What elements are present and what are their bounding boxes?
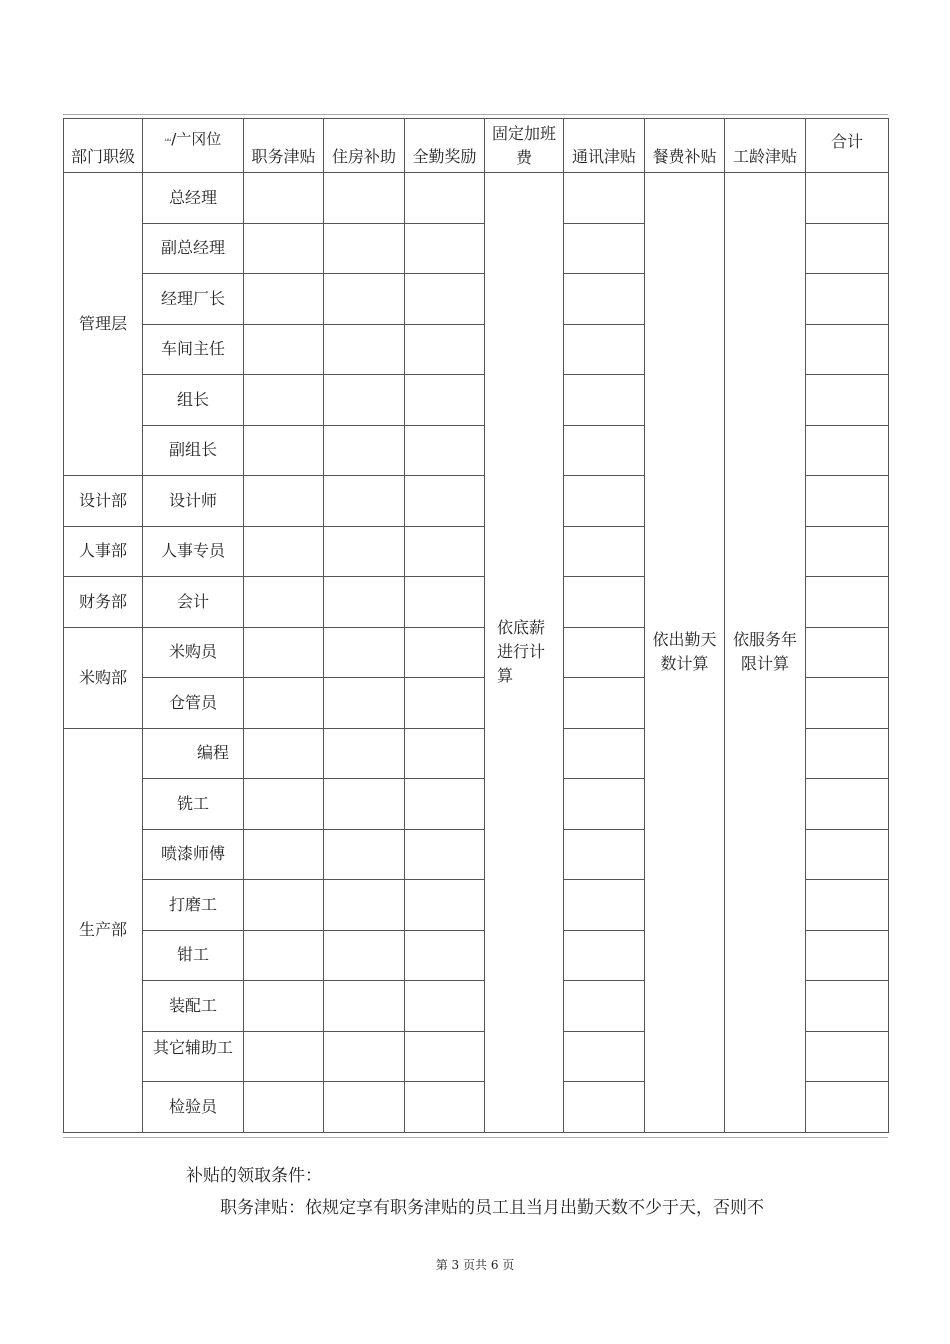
cell-duty bbox=[244, 728, 324, 779]
cell-total bbox=[806, 930, 889, 981]
post-cell: 组长 bbox=[143, 375, 244, 426]
meal-merged-note bbox=[645, 173, 725, 1133]
header-dept-level: 部门职级 bbox=[64, 119, 143, 173]
header-seniority-allowance: 工龄津贴 bbox=[725, 119, 806, 173]
cell-duty bbox=[244, 678, 324, 729]
cell-attendance bbox=[405, 627, 485, 678]
header-overtime-line2: 费 bbox=[515, 147, 532, 167]
cell-duty bbox=[244, 425, 324, 476]
post-cell: 人事专员 bbox=[143, 526, 244, 577]
post-cell: 设计师 bbox=[143, 476, 244, 527]
cell-total bbox=[806, 223, 889, 274]
cell-housing bbox=[324, 930, 405, 981]
cell-housing bbox=[324, 223, 405, 274]
cell-housing bbox=[324, 375, 405, 426]
cell-comm bbox=[564, 779, 645, 830]
cell-duty bbox=[244, 526, 324, 577]
cell-comm bbox=[564, 425, 645, 476]
cell-duty bbox=[244, 880, 324, 931]
header-overtime-line1: 固定加班 bbox=[491, 123, 556, 143]
cell-attendance bbox=[405, 375, 485, 426]
cell-duty bbox=[244, 375, 324, 426]
post-cell: 副组长 bbox=[143, 425, 244, 476]
cell-attendance bbox=[405, 223, 485, 274]
cell-comm bbox=[564, 526, 645, 577]
post-cell: 铣工 bbox=[143, 779, 244, 830]
cell-duty bbox=[244, 981, 324, 1032]
header-housing-allowance: 住房补助 bbox=[324, 119, 405, 173]
cell-duty bbox=[244, 173, 324, 224]
post-cell: 装配工 bbox=[143, 981, 244, 1032]
cell-duty bbox=[244, 1082, 324, 1133]
cell-comm bbox=[564, 577, 645, 628]
dept-finance: 财务部 bbox=[64, 577, 143, 628]
cell-total bbox=[806, 1031, 889, 1082]
post-cell: 检验员 bbox=[143, 1082, 244, 1133]
cell-total bbox=[806, 274, 889, 325]
allowance-table-container bbox=[63, 118, 889, 1133]
post-cell: 仓管员 bbox=[143, 678, 244, 729]
page-footer: 第 3 页共 6 页 bbox=[435, 1258, 515, 1272]
cell-duty bbox=[244, 930, 324, 981]
cell-total bbox=[806, 728, 889, 779]
cell-attendance bbox=[405, 1082, 485, 1133]
cell-attendance bbox=[405, 173, 485, 224]
cell-total bbox=[806, 779, 889, 830]
header-post-label: /亠冈位 bbox=[171, 129, 222, 148]
cell-housing bbox=[324, 324, 405, 375]
cell-housing bbox=[324, 981, 405, 1032]
cell-duty bbox=[244, 274, 324, 325]
duty-allowance-condition: 职务津贴：依规定享有职务津贴的员工且当月出勤天数不少于天，否则不 bbox=[220, 1198, 764, 1218]
cell-comm bbox=[564, 223, 645, 274]
overtime-note-line1: 依底薪 bbox=[497, 618, 546, 638]
meal-note-line1: 依出勤天 bbox=[652, 630, 717, 650]
cell-comm bbox=[564, 375, 645, 426]
header-total: 合计 bbox=[806, 119, 889, 173]
cell-total bbox=[806, 981, 889, 1032]
dept-purchase: 米购部 bbox=[64, 627, 143, 728]
cell-comm bbox=[564, 728, 645, 779]
conditions-title: 补贴的领取条件： bbox=[186, 1166, 322, 1186]
cell-attendance bbox=[405, 324, 485, 375]
table-header-row bbox=[64, 119, 889, 173]
dept-hr: 人事部 bbox=[64, 526, 143, 577]
cell-housing bbox=[324, 274, 405, 325]
post-cell: 车间主任 bbox=[143, 324, 244, 375]
cell-comm bbox=[564, 981, 645, 1032]
cell-total bbox=[806, 627, 889, 678]
cell-attendance bbox=[405, 728, 485, 779]
cell-total bbox=[806, 173, 889, 224]
cell-comm bbox=[564, 678, 645, 729]
cell-attendance bbox=[405, 425, 485, 476]
cell-total bbox=[806, 324, 889, 375]
cell-housing bbox=[324, 779, 405, 830]
cell-attendance bbox=[405, 829, 485, 880]
overtime-note-line2: 进行计 bbox=[497, 642, 546, 662]
cell-duty bbox=[244, 223, 324, 274]
cell-housing bbox=[324, 829, 405, 880]
post-cell: 其它辅助工 bbox=[143, 1031, 244, 1082]
cell-duty bbox=[244, 577, 324, 628]
cell-comm bbox=[564, 1031, 645, 1082]
post-cell: 米购员 bbox=[143, 627, 244, 678]
cell-comm bbox=[564, 476, 645, 527]
cell-attendance bbox=[405, 779, 485, 830]
cell-attendance bbox=[405, 930, 485, 981]
cell-attendance bbox=[405, 476, 485, 527]
cell-duty bbox=[244, 829, 324, 880]
cell-comm bbox=[564, 324, 645, 375]
table-bottom-rule bbox=[63, 1137, 888, 1138]
cell-total bbox=[806, 880, 889, 931]
header-overtime-fee bbox=[485, 119, 564, 173]
cell-comm bbox=[564, 274, 645, 325]
table-row bbox=[64, 173, 889, 224]
cell-housing bbox=[324, 577, 405, 628]
post-cell: 打磨工 bbox=[143, 880, 244, 931]
cell-duty bbox=[244, 324, 324, 375]
cell-comm bbox=[564, 880, 645, 931]
table-top-rule bbox=[63, 114, 888, 115]
cell-attendance bbox=[405, 981, 485, 1032]
cell-housing bbox=[324, 678, 405, 729]
cell-housing bbox=[324, 425, 405, 476]
cell-total bbox=[806, 425, 889, 476]
header-comm-allowance: 通讯津贴 bbox=[564, 119, 645, 173]
cell-attendance bbox=[405, 880, 485, 931]
post-cell: 编程 bbox=[143, 728, 244, 779]
header-attendance-bonus: 全勤奖励 bbox=[405, 119, 485, 173]
header-post-prefix: ᵤᵤ bbox=[164, 133, 172, 143]
post-cell: 会计 bbox=[143, 577, 244, 628]
header-meal-allowance: 餐费补贴 bbox=[645, 119, 725, 173]
cell-comm bbox=[564, 627, 645, 678]
cell-total bbox=[806, 678, 889, 729]
seniority-note-line1: 依服务年 bbox=[732, 630, 797, 650]
meal-note-line2: 数计算 bbox=[660, 654, 709, 674]
cell-total bbox=[806, 476, 889, 527]
dept-design: 设计部 bbox=[64, 476, 143, 527]
cell-attendance bbox=[405, 678, 485, 729]
cell-housing bbox=[324, 476, 405, 527]
cell-total bbox=[806, 829, 889, 880]
cell-housing bbox=[324, 627, 405, 678]
post-cell: 钳工 bbox=[143, 930, 244, 981]
cell-housing bbox=[324, 526, 405, 577]
cell-comm bbox=[564, 173, 645, 224]
dept-management: 管理层 bbox=[64, 173, 143, 476]
post-cell: 喷漆师傅 bbox=[143, 829, 244, 880]
post-cell: 副总经理 bbox=[143, 223, 244, 274]
cell-housing bbox=[324, 880, 405, 931]
cell-duty bbox=[244, 1031, 324, 1082]
dept-production: 生产部 bbox=[64, 728, 143, 1132]
cell-attendance bbox=[405, 274, 485, 325]
seniority-merged-note bbox=[725, 173, 806, 1133]
cell-duty bbox=[244, 779, 324, 830]
cell-attendance bbox=[405, 1031, 485, 1082]
cell-total bbox=[806, 526, 889, 577]
seniority-note-line2: 限计算 bbox=[740, 654, 789, 674]
cell-housing bbox=[324, 173, 405, 224]
cell-housing bbox=[324, 1031, 405, 1082]
post-cell: 总经理 bbox=[143, 173, 244, 224]
allowance-table bbox=[63, 118, 889, 1133]
cell-housing bbox=[324, 1082, 405, 1133]
cell-total bbox=[806, 1082, 889, 1133]
cell-comm bbox=[564, 930, 645, 981]
cell-duty bbox=[244, 476, 324, 527]
cell-housing bbox=[324, 728, 405, 779]
cell-total bbox=[806, 577, 889, 628]
cell-attendance bbox=[405, 577, 485, 628]
overtime-merged-note bbox=[485, 173, 564, 1133]
cell-duty bbox=[244, 627, 324, 678]
header-post bbox=[143, 119, 244, 173]
header-duty-allowance: 职务津贴 bbox=[244, 119, 324, 173]
cell-comm bbox=[564, 829, 645, 880]
post-cell: 经理厂长 bbox=[143, 274, 244, 325]
cell-attendance bbox=[405, 526, 485, 577]
overtime-note-line3: 算 bbox=[497, 666, 514, 686]
cell-total bbox=[806, 375, 889, 426]
cell-comm bbox=[564, 1082, 645, 1133]
